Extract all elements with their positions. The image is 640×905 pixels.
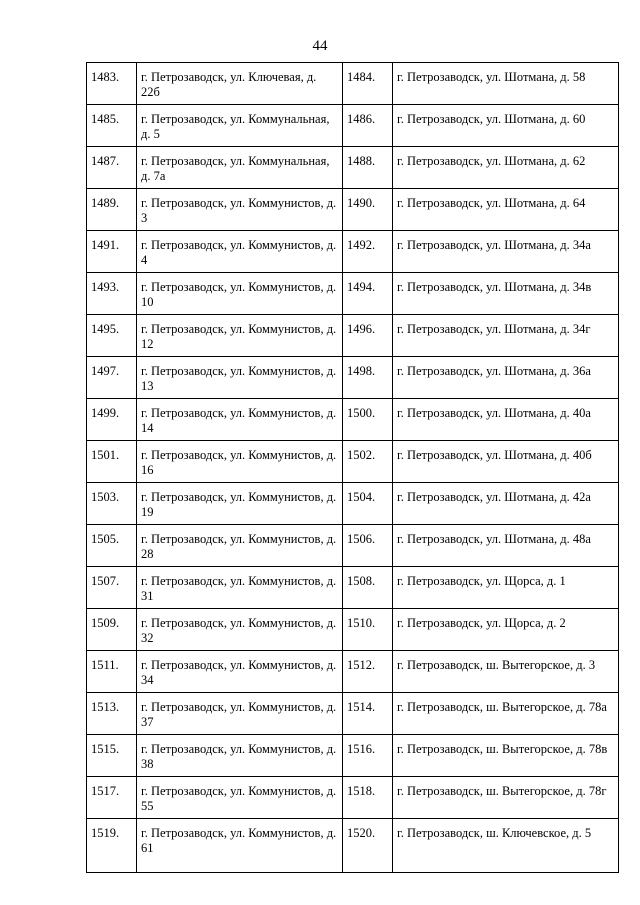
entry-address-right: г. Петрозаводск, ул. Шотмана, д. 62	[393, 147, 619, 189]
table-row	[87, 693, 619, 735]
entry-address-left: г. Петрозаводск, ул. Коммунистов, д. 19	[137, 483, 343, 525]
entry-address-left: г. Петрозаводск, ул. Коммунистов, д. 61	[137, 819, 343, 873]
address-table	[86, 62, 619, 873]
entry-number-left: 1493.	[87, 273, 137, 315]
entry-address-right: г. Петрозаводск, ул. Шотмана, д. 42а	[393, 483, 619, 525]
table-row	[87, 105, 619, 147]
table-row	[87, 609, 619, 651]
entry-number-left: 1495.	[87, 315, 137, 357]
entry-number-right: 1518.	[343, 777, 393, 819]
table-row	[87, 315, 619, 357]
entry-number-right: 1508.	[343, 567, 393, 609]
entry-address-left: г. Петрозаводск, ул. Коммунистов, д. 12	[137, 315, 343, 357]
entry-address-right: г. Петрозаводск, ш. Вытегорское, д. 3	[393, 651, 619, 693]
entry-number-right: 1502.	[343, 441, 393, 483]
entry-address-right: г. Петрозаводск, ул. Щорса, д. 1	[393, 567, 619, 609]
entry-address-right: г. Петрозаводск, ул. Шотмана, д. 64	[393, 189, 619, 231]
entry-address-right: г. Петрозаводск, ул. Шотмана, д. 40а	[393, 399, 619, 441]
entry-number-left: 1501.	[87, 441, 137, 483]
table-row	[87, 567, 619, 609]
entry-address-right: г. Петрозаводск, ул. Шотмана, д. 34а	[393, 231, 619, 273]
entry-address-left: г. Петрозаводск, ул. Коммунистов, д. 32	[137, 609, 343, 651]
entry-number-right: 1520.	[343, 819, 393, 873]
entry-address-left: г. Петрозаводск, ул. Коммунальная, д. 5	[137, 105, 343, 147]
entry-number-right: 1514.	[343, 693, 393, 735]
table-row	[87, 273, 619, 315]
table-row	[87, 777, 619, 819]
entry-number-left: 1497.	[87, 357, 137, 399]
entry-number-left: 1507.	[87, 567, 137, 609]
table-row	[87, 399, 619, 441]
entry-number-left: 1485.	[87, 105, 137, 147]
entry-address-left: г. Петрозаводск, ул. Коммунистов, д. 16	[137, 441, 343, 483]
table-row	[87, 525, 619, 567]
entry-address-left: г. Петрозаводск, ул. Коммунистов, д. 13	[137, 357, 343, 399]
entry-number-left: 1513.	[87, 693, 137, 735]
entry-number-left: 1489.	[87, 189, 137, 231]
entry-number-right: 1484.	[343, 63, 393, 105]
entry-address-right: г. Петрозаводск, ул. Шотмана, д. 34в	[393, 273, 619, 315]
entry-address-left: г. Петрозаводск, ул. Коммунистов, д. 55	[137, 777, 343, 819]
entry-number-left: 1491.	[87, 231, 137, 273]
entry-address-right: г. Петрозаводск, ш. Ключевское, д. 5	[393, 819, 619, 873]
entry-number-right: 1494.	[343, 273, 393, 315]
entry-number-left: 1511.	[87, 651, 137, 693]
entry-address-right: г. Петрозаводск, ул. Шотмана, д. 36а	[393, 357, 619, 399]
entry-number-right: 1496.	[343, 315, 393, 357]
table-row	[87, 819, 619, 873]
entry-number-left: 1487.	[87, 147, 137, 189]
entry-number-right: 1506.	[343, 525, 393, 567]
entry-address-left: г. Петрозаводск, ул. Коммунистов, д. 38	[137, 735, 343, 777]
entry-address-right: г. Петрозаводск, ш. Вытегорское, д. 78а	[393, 693, 619, 735]
entry-address-left: г. Петрозаводск, ул. Коммунистов, д. 4	[137, 231, 343, 273]
entry-number-left: 1517.	[87, 777, 137, 819]
entry-number-left: 1509.	[87, 609, 137, 651]
address-table-body	[87, 63, 619, 873]
entry-number-right: 1498.	[343, 357, 393, 399]
entry-number-right: 1488.	[343, 147, 393, 189]
entry-number-left: 1499.	[87, 399, 137, 441]
entry-number-left: 1515.	[87, 735, 137, 777]
entry-address-left: г. Петрозаводск, ул. Ключевая, д. 22б	[137, 63, 343, 105]
entry-address-right: г. Петрозаводск, ул. Щорса, д. 2	[393, 609, 619, 651]
entry-address-left: г. Петрозаводск, ул. Коммунистов, д. 34	[137, 651, 343, 693]
entry-address-left: г. Петрозаводск, ул. Коммунистов, д. 31	[137, 567, 343, 609]
entry-number-right: 1500.	[343, 399, 393, 441]
entry-number-left: 1483.	[87, 63, 137, 105]
entry-address-left: г. Петрозаводск, ул. Коммунистов, д. 28	[137, 525, 343, 567]
entry-address-left: г. Петрозаводск, ул. Коммунистов, д. 10	[137, 273, 343, 315]
entry-number-right: 1490.	[343, 189, 393, 231]
table-row	[87, 147, 619, 189]
entry-number-right: 1486.	[343, 105, 393, 147]
table-row	[87, 357, 619, 399]
entry-address-right: г. Петрозаводск, ул. Шотмана, д. 34г	[393, 315, 619, 357]
entry-number-right: 1504.	[343, 483, 393, 525]
entry-address-right: г. Петрозаводск, ш. Вытегорское, д. 78в	[393, 735, 619, 777]
table-row	[87, 189, 619, 231]
entry-address-right: г. Петрозаводск, ш. Вытегорское, д. 78г	[393, 777, 619, 819]
table-row	[87, 63, 619, 105]
entry-number-right: 1516.	[343, 735, 393, 777]
entry-number-left: 1505.	[87, 525, 137, 567]
entry-address-right: г. Петрозаводск, ул. Шотмана, д. 60	[393, 105, 619, 147]
table-row	[87, 441, 619, 483]
table-row	[87, 735, 619, 777]
entry-address-right: г. Петрозаводск, ул. Шотмана, д. 40б	[393, 441, 619, 483]
entry-address-left: г. Петрозаводск, ул. Коммунистов, д. 3	[137, 189, 343, 231]
table-row	[87, 231, 619, 273]
entry-number-right: 1512.	[343, 651, 393, 693]
entry-number-right: 1492.	[343, 231, 393, 273]
table-row	[87, 651, 619, 693]
entry-number-left: 1503.	[87, 483, 137, 525]
entry-number-right: 1510.	[343, 609, 393, 651]
entry-address-left: г. Петрозаводск, ул. Коммунальная, д. 7а	[137, 147, 343, 189]
entry-address-left: г. Петрозаводск, ул. Коммунистов, д. 37	[137, 693, 343, 735]
table-row	[87, 483, 619, 525]
entry-number-left: 1519.	[87, 819, 137, 873]
entry-address-left: г. Петрозаводск, ул. Коммунистов, д. 14	[137, 399, 343, 441]
entry-address-right: г. Петрозаводск, ул. Шотмана, д. 48а	[393, 525, 619, 567]
page-number: 44	[312, 38, 328, 54]
entry-address-right: г. Петрозаводск, ул. Шотмана, д. 58	[393, 63, 619, 105]
